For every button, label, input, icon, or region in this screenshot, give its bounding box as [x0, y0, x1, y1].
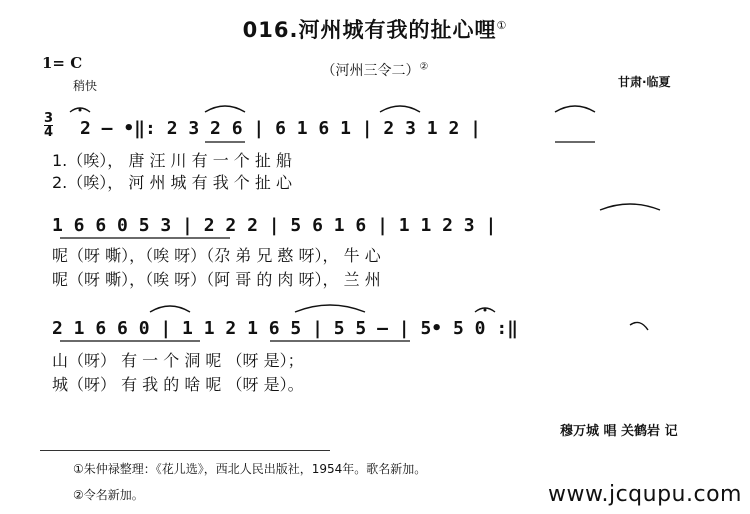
- lyric-line-2-verse-2: 呢（呀 嘶），（唉 呀）（阿 哥 的 肉 呀）， 兰 州: [52, 270, 381, 289]
- key-signature: 1= C: [42, 54, 83, 72]
- slur-mark: [600, 204, 660, 210]
- lyric-line-1-verse-2: 2.（唉）， 河 州 城 有 我 个 扯 心: [52, 173, 292, 192]
- slur-mark: [380, 106, 420, 112]
- staff-line-1: 2 — •‖: 2 3 2 6 | 6 1 6 1 | 2 3 1 2 |: [80, 118, 481, 139]
- time-signature: 3 4: [44, 111, 54, 140]
- song-subtitle: （河州三令二）②: [321, 61, 429, 79]
- lyric-line-3-verse-2: 城（呀） 有 我 的 啥 呢 （呀 是）。: [52, 375, 304, 394]
- song-title: 016.河州城有我的扯心哩①: [242, 18, 508, 42]
- footnote-2: ②令名新加。: [73, 488, 144, 502]
- footnote-1: ①朱仲禄整理：《花儿选》，西北人民出版社，1954年。歌名新加。: [73, 462, 427, 476]
- tempo-marking: 稍快: [73, 79, 98, 93]
- slur-mark: [295, 305, 365, 312]
- slide-mark: [630, 322, 648, 330]
- lyric-line-1-verse-1: 1.（唉）， 唐 汪 川 有 一 个 扯 船: [52, 151, 292, 170]
- staff-line-3: 2 1 6 6 0 | 1 1 2 1 6 5 | 5 5 — | 5• 5 0 :‖: [52, 318, 518, 339]
- slur-mark: [205, 106, 245, 112]
- lyric-line-3-verse-1: 山（呀） 有 一 个 洞 呢 （呀 是）；: [52, 351, 304, 370]
- slur-mark: [555, 106, 595, 112]
- fermata-dot: [484, 309, 487, 312]
- slur-mark: [150, 306, 190, 312]
- watermark-text: www.jcqupu.com: [548, 482, 742, 507]
- performer-credits: 穆万城 唱 关鹤岩 记: [560, 424, 678, 439]
- fermata-dot: [79, 109, 82, 112]
- staff-line-2: 1 6 6 0 5 3 | 2 2 2 | 5 6 1 6 | 1 1 2 3 |: [52, 215, 497, 236]
- footnote-divider: [40, 450, 330, 451]
- song-origin: 甘肃·临夏: [618, 75, 671, 89]
- lyric-line-2-verse-1: 呢（呀 嘶），（唉 呀）（尕 弟 兄 憨 呀）， 牛 心: [52, 246, 381, 265]
